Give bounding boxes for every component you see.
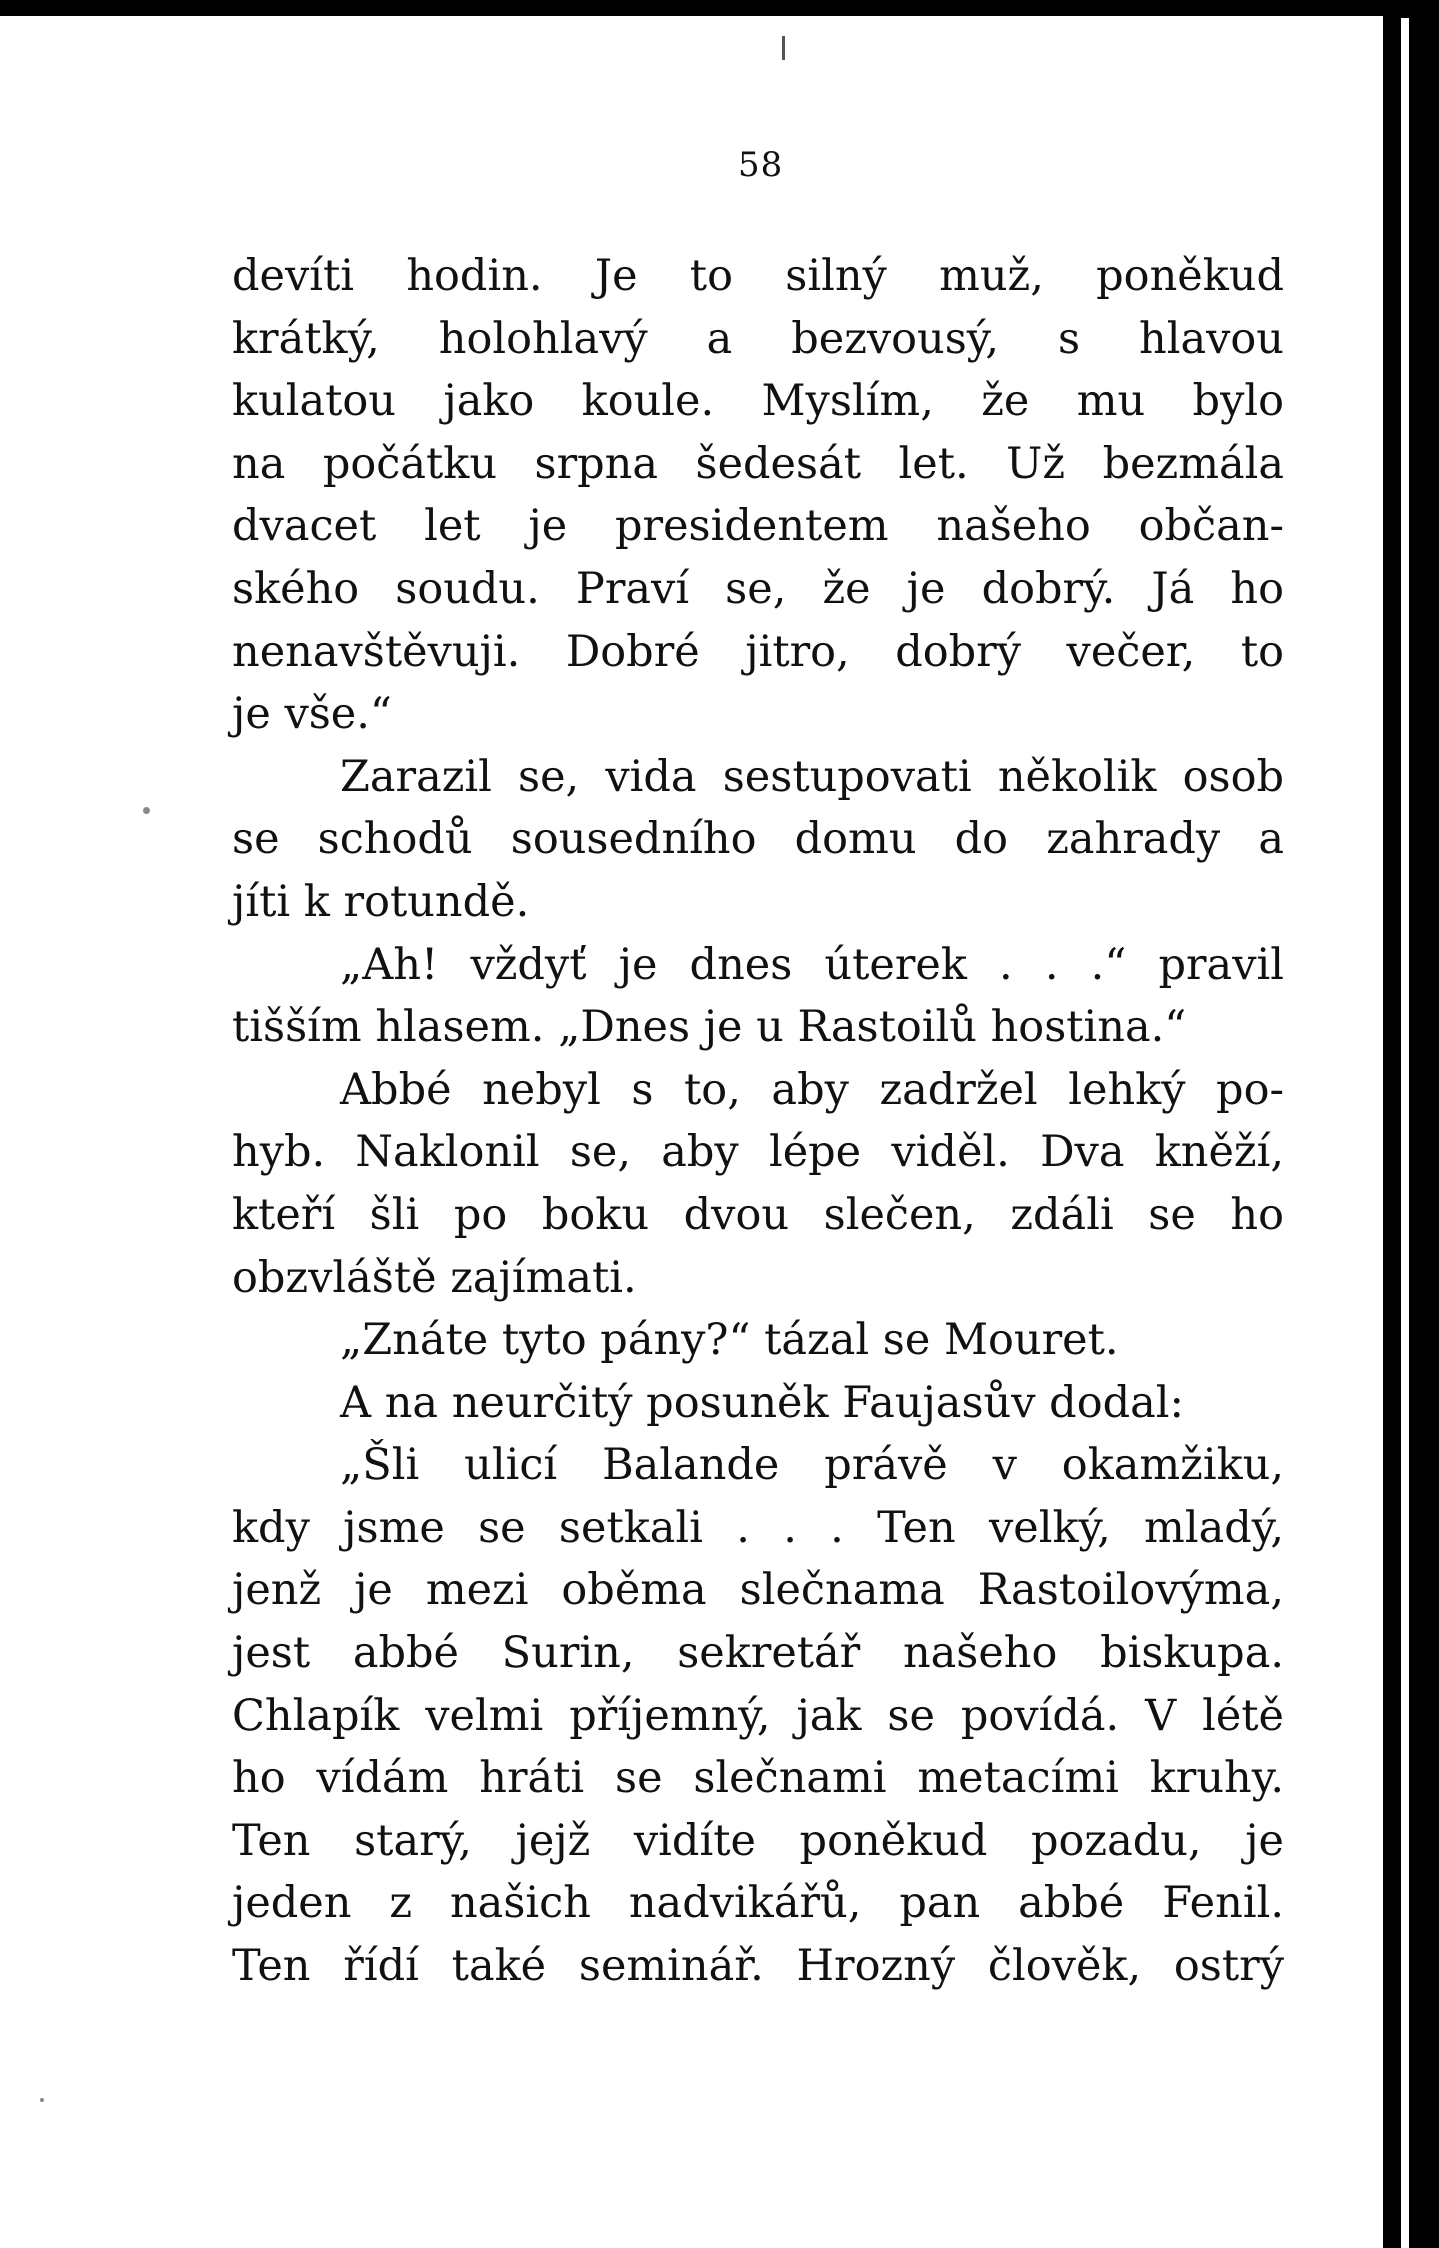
text-line: obzvláště zajímati. xyxy=(232,1252,637,1303)
text-line: na počátku srpna šedesát let. Už bezmála xyxy=(232,438,1284,489)
text-line: je vše.“ xyxy=(232,689,392,740)
text-line: kdy jsme se setkali . . . Ten velký, mladý, xyxy=(232,1502,1284,1553)
text-line: ského soudu. Praví se, že je dobrý. Já ho xyxy=(232,563,1284,614)
text-line: ho vídám hráti se slečnami metacími kruhy. xyxy=(232,1753,1284,1804)
text-line: „Ah! vždyť je dnes úterek . . .“ pravil xyxy=(340,939,1284,990)
text-line: devíti hodin. Je to silný muž, poněkud xyxy=(232,251,1284,301)
text-line: kulatou jako koule. Myslím, že mu bylo xyxy=(232,376,1284,427)
margin-speck xyxy=(40,2098,44,2102)
text-line: dvacet let je presidentem našeho občan- xyxy=(232,501,1284,552)
text-line: jest abbé Surin, sekretář našeho biskupa. xyxy=(232,1628,1284,1679)
text-line: Chlapík velmi příjemný, jak se povídá. V létě xyxy=(232,1690,1284,1741)
text-line: „Znáte tyto pány?“ tázal se Mouret. xyxy=(340,1315,1119,1366)
text-line: krátký, holohlavý a bezvousý, s hlavou xyxy=(232,313,1284,364)
scan-border-top xyxy=(0,0,1439,16)
text-line: tišším hlasem. „Dnes je u Rastoilů hostina.“ xyxy=(232,1002,1187,1053)
text-line: Abbé nebyl s to, aby zadržel lehký po- xyxy=(340,1064,1284,1115)
text-line: jíti k rotundě. xyxy=(232,876,530,927)
text-line: „Šli ulicí Balande právě v okamžiku, xyxy=(340,1440,1284,1491)
text-line: jeden z našich nadvikářů, pan abbé Fenil. xyxy=(232,1878,1284,1929)
page-number: 58 xyxy=(738,145,784,185)
margin-speck xyxy=(143,807,150,814)
body-text xyxy=(232,245,1284,1998)
text-line: Ten starý, jejž vidíte poněkud pozadu, je xyxy=(232,1815,1284,1866)
text-line: Zarazil se, vida sestupovati několik osob xyxy=(340,751,1284,802)
text-line: nenavštěvuji. Dobré jitro, dobrý večer, to xyxy=(232,626,1284,677)
scan-mark xyxy=(782,36,785,60)
text-line: Ten řídí také seminář. Hrozný člověk, ostrý xyxy=(232,1941,1284,1992)
text-line: hyb. Naklonil se, aby lépe viděl. Dva kněží, xyxy=(232,1127,1284,1178)
text-line: se schodů sousedního domu do zahrady a xyxy=(232,814,1284,865)
text-line: kteří šli po boku dvou slečen, zdáli se ho xyxy=(232,1189,1284,1240)
text-line: jenž je mezi oběma slečnama Rastoilovýma, xyxy=(232,1565,1284,1616)
scan-border-right xyxy=(1383,0,1439,2248)
text-line: A na neurčitý posuněk Faujasův dodal: xyxy=(340,1377,1184,1428)
scan-border-gap xyxy=(1401,18,1409,2248)
